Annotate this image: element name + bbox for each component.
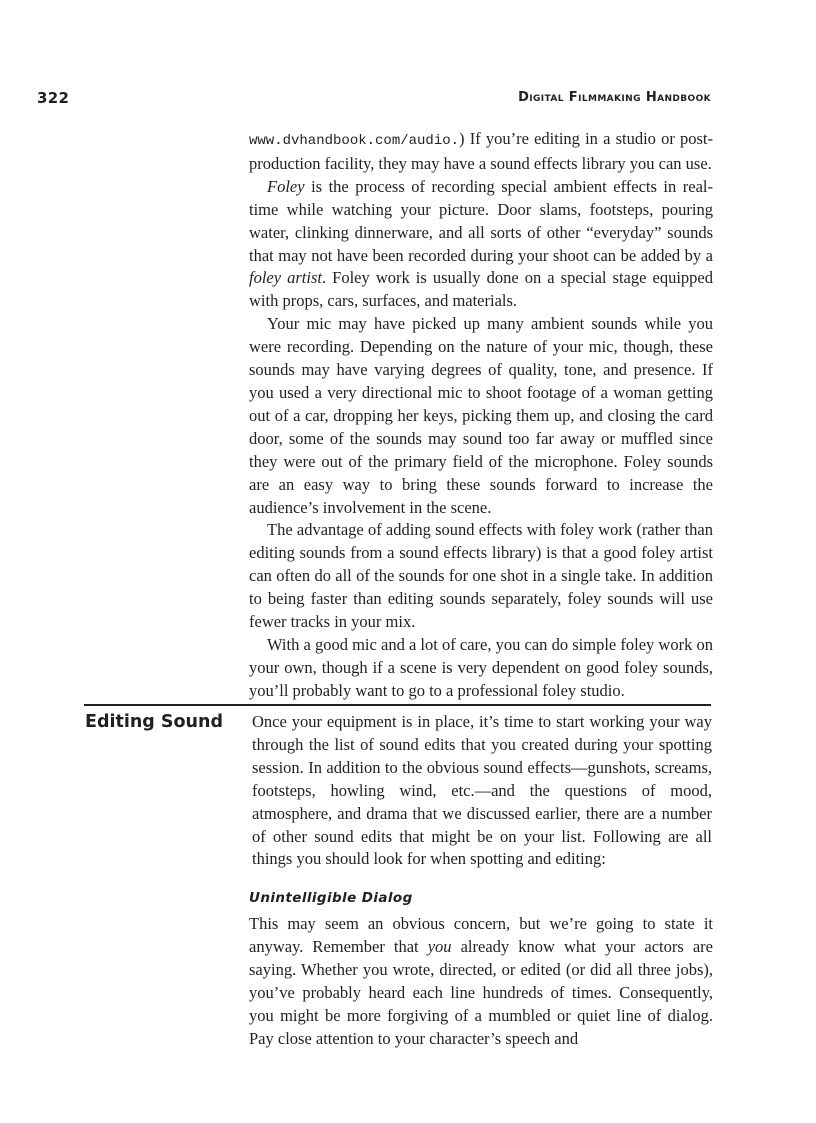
paragraph-text: already know what your actors are saying. Whether you wrote, directed, or edited (or did all three jobs), you’ve probably heard each line hundreds of times. Consequently, you might be more forgiving of a mumbled or quiet line of dialog. Pay close attention to your character’s speech and [249, 936, 713, 1048]
subsection-text-block [249, 913, 713, 1050]
top-text-block [249, 128, 713, 703]
page-number: 322 [37, 89, 70, 107]
paragraph-text: . Foley work is usually done on a special stage equipped with props, cars, surfaces, and materials. [249, 268, 713, 311]
section-divider [84, 704, 711, 706]
paragraph-advantage: The advantage of adding sound effects with foley work (rather than editing sounds from a sound effects library) is that a good foley artist can often do all of the sounds for one shot in a single take. In addition to being faster than editing sounds separately, foley sounds will use fewer tracks in your mix. [249, 520, 713, 632]
paragraph-text: This may seem an obvious concern, but we’re going to state it anyway. Remember that [249, 914, 713, 956]
emphasis-you: you [427, 936, 452, 956]
section-intro-block [252, 711, 712, 871]
audio-url: www.dvhandbook.com/audio. [249, 133, 460, 149]
paragraph-good-mic: With a good mic and a lot of care, you can do simple foley work on your own, though if a scene is very dependent on good foley sounds, you’ll probably want to go to a professional foley studio. [249, 634, 713, 700]
section-title: Editing Sound [85, 712, 223, 732]
paragraph-intro: Once your equipment is in place, it’s time to start working your way through the list of sound edits that you created during your spotting session. In addition to the obvious sound effects—gunshots, screams, footsteps, howling wind, etc.—and the questions of mood, atmosphere, and drama that we discussed earlier, there are a number of other sound edits that might be on your list. Following are all things you should look for when spotting and editing: [252, 712, 712, 869]
paragraph-mic: Your mic may have picked up many ambient sounds while you were recording. Depending on the nature of your mic, though, these sounds may have varying degrees of quality, tone, and presence. If you used a very directional mic to shoot footage of a woman getting out of a car, dropping her keys, picking them up, and closing the card door, some of the sounds may sound too far away or muffled since they were out of the primary field of the microphone. Foley sounds are an easy way to bring these sounds forward to increase the audience’s involvement in the scene. [249, 314, 713, 517]
term-foley-artist: foley artist [249, 268, 322, 288]
paragraph-foley [249, 176, 713, 313]
subsection-heading: Unintelligible Dialog [249, 890, 413, 906]
running-head: Digital Filmmaking Handbook [518, 90, 711, 105]
paragraph-unintelligible [249, 913, 713, 1050]
paragraph-audio-url [249, 128, 713, 176]
paragraph-text: ) If you’re editing in a studio or post-production facility, they may have a sound effects library you can use. [249, 129, 713, 173]
paragraph-text: is the process of recording special ambient effects in real-time while watching your picture. Door slams, footsteps, pouring water, clinking dinnerware, and all sorts of other “everyday” sounds that may not have been recorded during your shoot can be added by a [249, 176, 713, 265]
term-foley: Foley [267, 176, 305, 196]
